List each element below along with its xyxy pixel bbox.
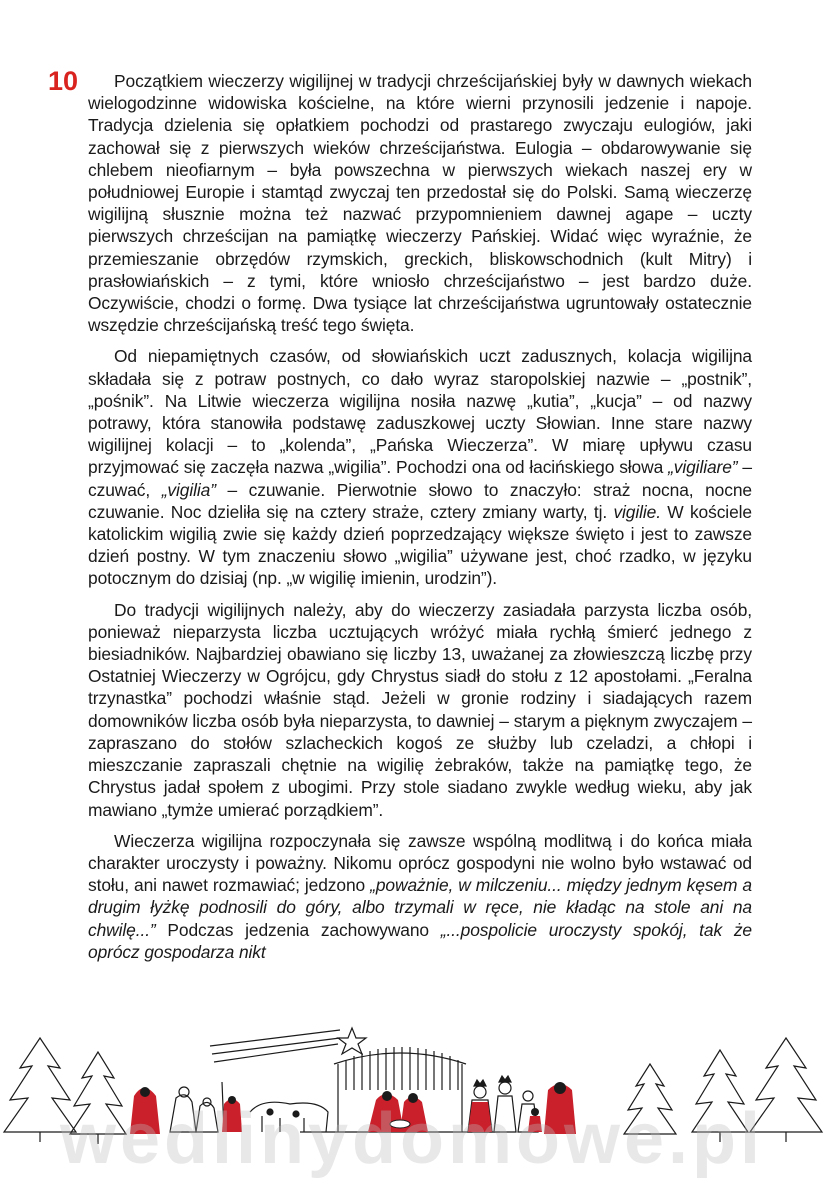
paragraph — [88, 830, 752, 963]
italic-quote: „poważnie, w milczeniu... między jednym kęsem a drugim łyżkę podnosili do góry, albo trzymali w ręce, nie kładąc na stole ani na chwilę...” — [88, 875, 752, 940]
italic-quote: „...pospolicie uroczysty spokój, tak że oprócz gospodarza nikt — [88, 919, 752, 962]
article-body — [88, 70, 752, 972]
text-run: – czuwanie. Pierwotnie słowo to znaczyło: straż nocna, nocne czuwanie. Noc dzieliła się na cztery straże, cztery zmiany warty, tj. — [88, 479, 752, 522]
paragraph — [88, 599, 752, 821]
text-run: Do tradycji wigilijnych należy, aby do wieczerzy zasiadała parzysta liczba osób, ponieważ nieparzysta liczba ucztujących wróżyć miała rychłą śmierć jednego z biesiadników. Najbardziej obawiano się liczby 13, uważanej za złowieszczą liczbę przy Ostatniej Wieczerzy w Ogrójcu, gdy Chrystus siadł do stołu z 12 apostołami. „Feralna trzynastka” pochodzi właśnie stąd. Jeżeli w gronie rodziny i siadających razem domowników liczba osób była nieparzysta, to dawniej – starym a pięknym zwyczajem – zapraszano do stołów szlacheckich kogoś ze służby lub czeladzi, a chłopi i mieszczanie zapraszali chętnie na wigilię żebraków, także na pamiątkę tego, że Chrystus jadał społem z ubogimi. Przy stole siadano zwykle według wieku, aby jak mawiano „tymże umierać porządkiem”. — [88, 599, 752, 820]
italic-quote: „vigiliare” — [668, 457, 738, 478]
text-run: Podczas jedzenia zachowywano — [155, 919, 441, 940]
page-number: 10 — [48, 66, 79, 96]
italic-quote: „vigilia” — [161, 479, 216, 500]
paragraph — [88, 70, 752, 336]
text-run: – czuwać, — [88, 457, 752, 500]
text-run: W kościele katolickim wigilią zwie się każdy dzień poprzedzający większe święto i jest to zawsze dzień postny. W tym znaczeniu słowo „wigilia” używane jest, choć rzadko, w języku potocznym do dzisiaj (np. „w wigilię imienin, urodzin”). — [88, 501, 752, 589]
paragraph — [88, 345, 752, 589]
star-comet — [210, 1028, 366, 1062]
watermark: wedlinydomowe.pl — [59, 1099, 765, 1179]
text-run: Od niepamiętnych czasów, od słowiańskich uczt zadusznych, kolacja wigilijna składała się z potraw postnych, co dało wyraz staropolskiej nazwie – „postnik”, „pośnik”. Na Litwie wieczerza wigilijna nosiła nazwę „kutia”, „kucja” – od nazwy potrawy, która stanowiła podstawę zaduszkowej uczty Słowian. Inne stare nazwy wigilijnej kolacji – to „kolenda”, „Pańska Wieczerza”. W miarę upływu czasu przyjmować się zaczęła nazwa „wigilia”. Pochodzi ona od łacińskiego słowa — [88, 346, 752, 478]
text-run: Początkiem wieczerzy wigilijnej w tradycji chrześcijańskiej były w dawnych wiekach wielogodzinne widowiska kościelne, na które wierni przynosili jedzenie i napoje. Tradycja dzielenia się opłatkiem pochodzi od prastarego zwyczaju eulogiów, jaki zachował się z pierwszych wieków chrześcijaństwa. Eulogia – obdarowywanie się chlebem nieofiarnym – była powszechna w pierwszych wiekach naszej ery w południowej Europie i stamtąd zwyczaj ten przedostał się do Polski. Samą wieczerzę wigilijną słusznie można też nazwać przypomnieniem dawnej agape – uczty pierwszych chrześcijan na pamiątkę wieczerzy Pańskiej. Widać więc wyraźnie, że przemieszanie obrzędów rzymskich, greckich, bliskowschodnich (kult Mitry) i prasłowiańskich – z tymi, które wniosło chrześcijaństwo – jest bardzo duże. Oczywiście, chodzi o formę. Dwa tysiące lat chrześcijaństwa ugruntowały ostatecznie wszędzie chrześcijańską treść tego święta. — [88, 71, 752, 336]
text-run: Wieczerza wigilijna rozpoczynała się zawsze wspólną modlitwą i do końca miała charakter uroczysty i poważny. Nikomu oprócz gospodyni nie wolno było wstawać od stołu, ani nawet rozmawiać; jedzono — [88, 830, 752, 896]
italic-quote: vigilie. — [613, 501, 661, 522]
